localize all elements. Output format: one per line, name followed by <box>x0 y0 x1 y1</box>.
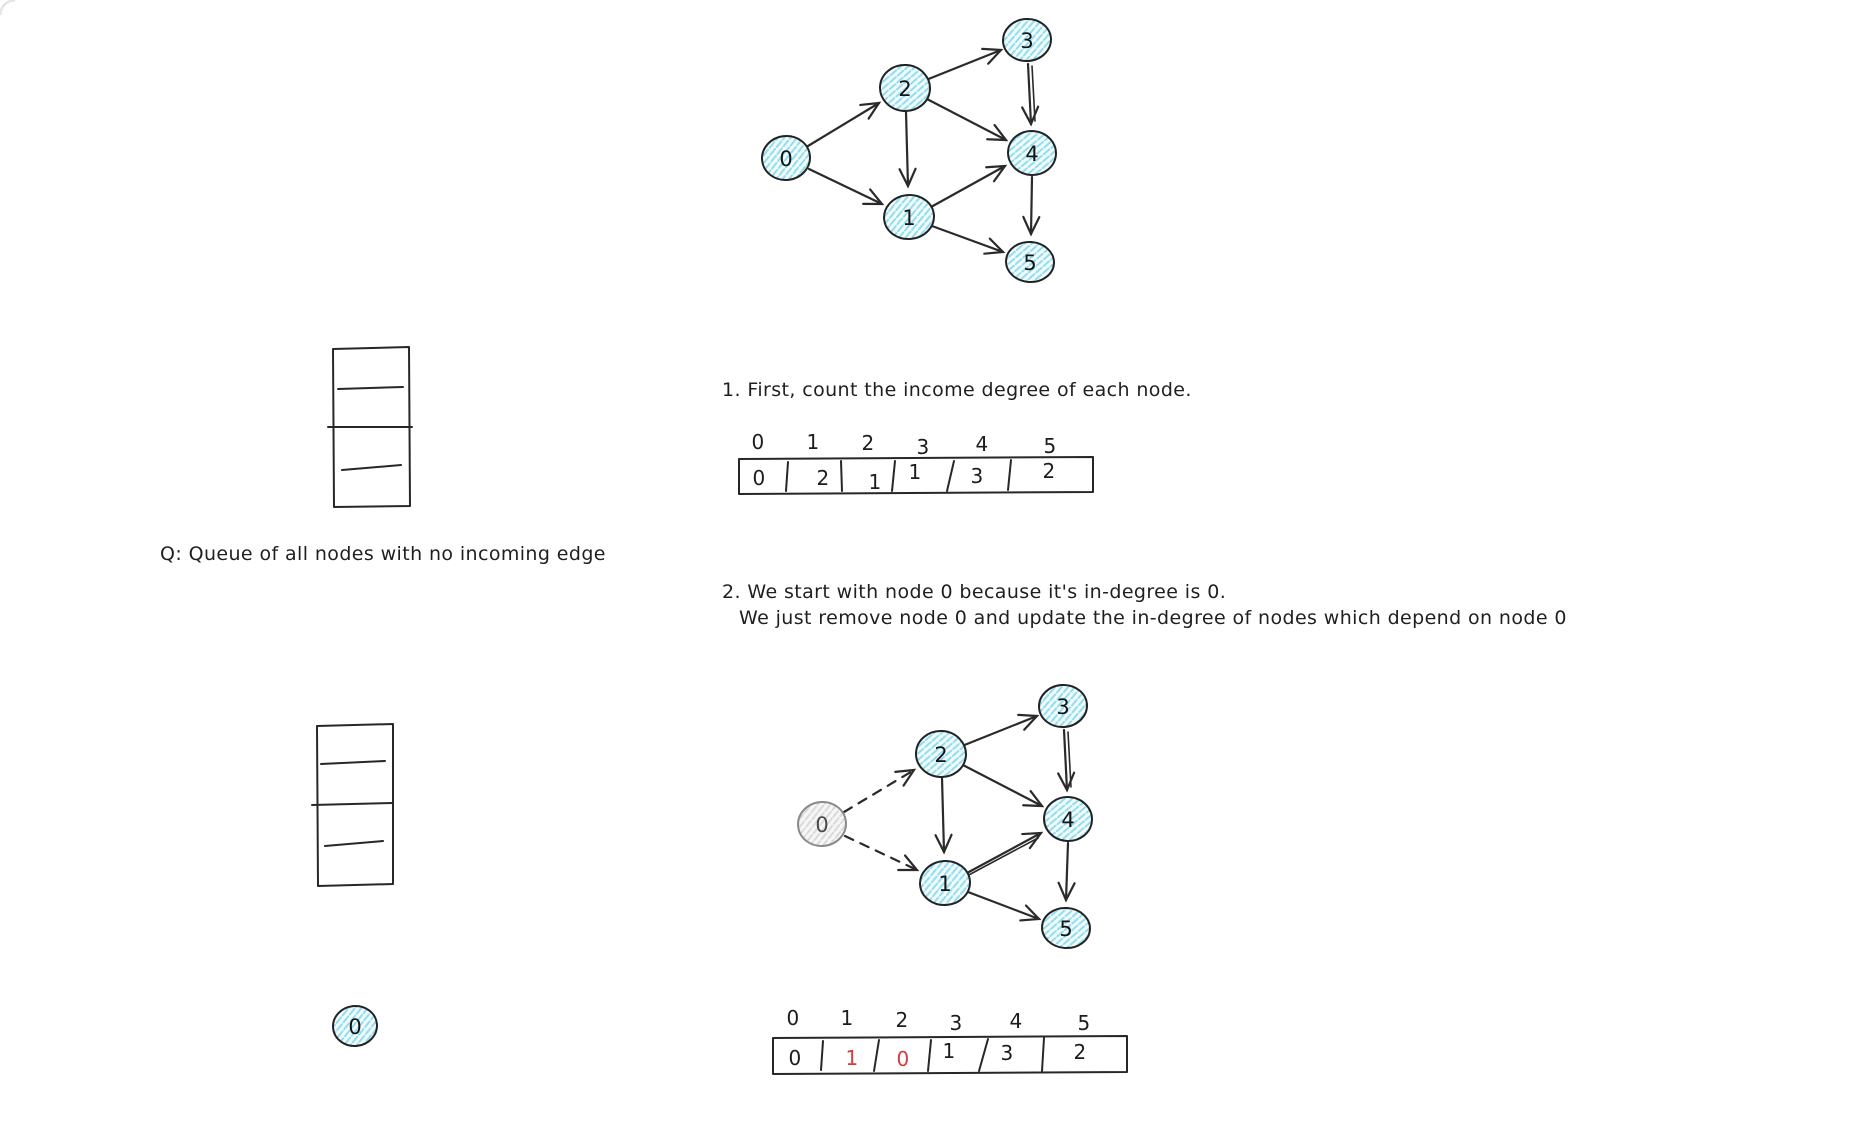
node-label: 1 <box>902 206 916 230</box>
edge-1-5 <box>932 226 1003 252</box>
queue-slot-line <box>338 387 403 389</box>
array-divider <box>979 1039 988 1071</box>
indegree1-value-0: 0 <box>752 466 766 490</box>
indegree2-value-4: 3 <box>1000 1041 1014 1065</box>
graph1-node-0 <box>760 134 812 183</box>
node-label: 2 <box>898 77 912 101</box>
graph2-node-4 <box>1042 795 1094 843</box>
node-label: 0 <box>779 147 793 171</box>
indegree2-index-4: 4 <box>1009 1009 1023 1033</box>
graph1-node-3 <box>1002 17 1053 62</box>
graph2-node-1 <box>918 859 972 907</box>
graph1-node-2 <box>878 63 931 112</box>
edge-1-4 <box>967 833 1041 873</box>
edge-0-2-dashed <box>844 770 914 812</box>
indegree1-value-1: 2 <box>816 466 830 490</box>
queue-slot-line <box>325 841 383 846</box>
edge-0-2 <box>808 103 879 146</box>
graph1-node-5 <box>1005 240 1056 283</box>
edge-3-4-sketch-stroke <box>1068 732 1071 787</box>
node-label: 2 <box>934 743 948 767</box>
edge-2-3 <box>962 716 1037 746</box>
array-divider <box>786 462 788 491</box>
edge-1-4 <box>931 166 1005 207</box>
step2-text-line1: 2. We start with node 0 because it's in-degree is 0. <box>722 581 1227 603</box>
edge-4-5 <box>1031 177 1032 234</box>
array-divider <box>928 1040 931 1071</box>
graph-after-remove-0 <box>796 683 1094 949</box>
array-divider <box>841 461 842 491</box>
indegree1-value-5: 2 <box>1042 459 1056 483</box>
indegree1-value-4: 3 <box>970 464 984 488</box>
edge-3-4 <box>1064 730 1067 790</box>
queue-definition-label: Q: Queue of all nodes with no incoming edge <box>160 543 606 565</box>
array-divider <box>821 1041 823 1070</box>
edge-1-4-sketch-stroke <box>965 838 1038 877</box>
queue-slot-line <box>342 465 401 470</box>
array-divider <box>892 461 895 491</box>
edge-3-4 <box>1028 64 1031 124</box>
step2-text-line2: We just remove node 0 and update the in-degree of nodes which depend on node 0 <box>739 607 1567 629</box>
edge-0-1 <box>809 169 882 204</box>
indegree1-index-5: 5 <box>1043 434 1057 458</box>
node-label: 0 <box>815 813 829 837</box>
edge-0-1-dashed <box>845 836 917 870</box>
array-divider <box>1008 460 1011 490</box>
indegree2-value-1-updated: 1 <box>845 1046 859 1070</box>
queue-box-1 <box>328 347 412 507</box>
edge-1-5 <box>968 892 1039 919</box>
array-divider <box>1042 1038 1044 1071</box>
array-divider <box>874 1040 879 1071</box>
queue-box-2 <box>312 724 393 886</box>
indegree2-value-3: 1 <box>942 1039 956 1063</box>
indegree1-value-2: 1 <box>868 470 882 494</box>
edge-2-1 <box>906 112 908 186</box>
queue-slot-line <box>321 761 385 764</box>
node-label: 5 <box>1059 917 1073 941</box>
indegree2-index-0: 0 <box>786 1006 800 1030</box>
node-label: 0 <box>348 1015 362 1039</box>
edge-2-1 <box>942 778 944 852</box>
graph1-node-1 <box>882 193 936 241</box>
indegree2-value-2-updated: 0 <box>896 1047 910 1071</box>
graph1-node-4 <box>1006 129 1058 177</box>
graph-initial <box>760 17 1058 283</box>
indegree1-index-3: 3 <box>916 435 930 459</box>
node-label: 4 <box>1061 808 1075 832</box>
indegree2-value-5: 2 <box>1073 1040 1087 1064</box>
canvas-corner-decoration <box>0 0 15 15</box>
graph2-node-0-removed <box>796 800 848 849</box>
graph2-node-2 <box>914 729 967 778</box>
graph2-node-3 <box>1038 683 1089 728</box>
edge-2-4 <box>925 98 1006 140</box>
indegree2-index-5: 5 <box>1077 1011 1091 1035</box>
indegree2-index-1: 1 <box>840 1006 854 1030</box>
indegree1-index-0: 0 <box>751 430 765 454</box>
node-label: 3 <box>1020 29 1034 53</box>
step1-text: 1. First, count the income degree of each node. <box>722 379 1192 401</box>
node-label: 3 <box>1056 695 1070 719</box>
edge-2-3 <box>926 50 1001 80</box>
indegree2-index-2: 2 <box>895 1008 909 1032</box>
edge-3-4-sketch-stroke <box>1032 66 1035 121</box>
queue-node-0 <box>331 1004 379 1048</box>
indegree2-value-0: 0 <box>788 1046 802 1070</box>
indegree1-index-4: 4 <box>975 432 989 456</box>
queue-slot-line <box>312 803 393 805</box>
edge-2-4 <box>961 764 1042 806</box>
indegree1-value-3: 1 <box>908 460 922 484</box>
array-divider <box>947 461 954 491</box>
indegree1-index-1: 1 <box>806 430 820 454</box>
indegree1-index-2: 2 <box>861 431 875 455</box>
graph2-node-5 <box>1041 906 1092 949</box>
node-label: 1 <box>938 872 952 896</box>
node-label: 5 <box>1023 251 1037 275</box>
indegree2-index-3: 3 <box>949 1011 963 1035</box>
node-label: 4 <box>1025 142 1039 166</box>
edge-4-5 <box>1066 843 1068 900</box>
